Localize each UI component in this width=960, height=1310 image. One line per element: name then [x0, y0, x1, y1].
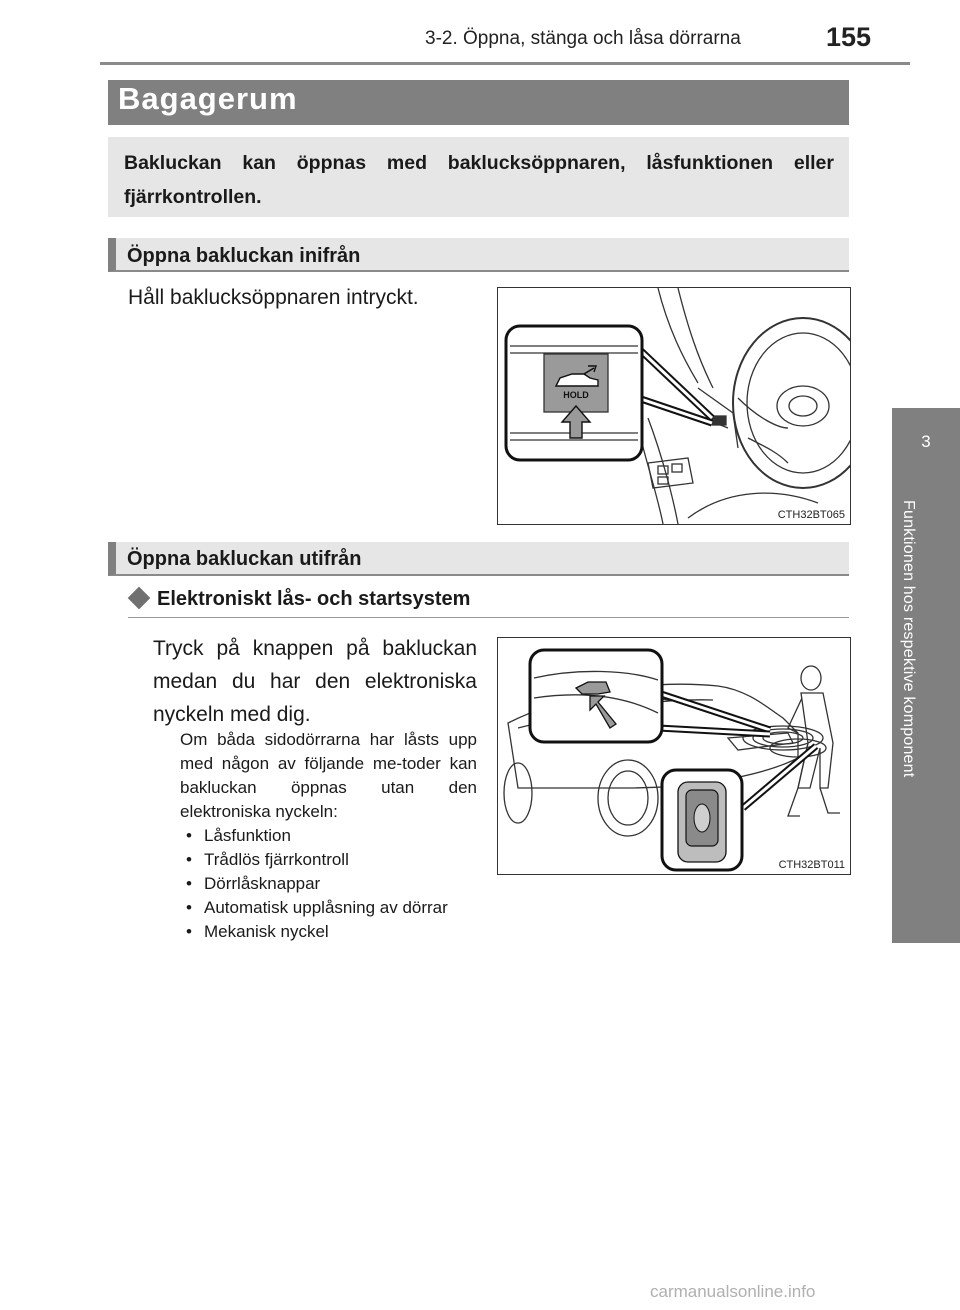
figure-trunk-opener-exterior [497, 637, 851, 875]
header-divider [100, 62, 910, 65]
method-list [186, 824, 448, 944]
page-title: Bagagerum [118, 81, 298, 116]
subsection-divider [128, 617, 849, 618]
list-item: • Mekanisk nyckel [186, 920, 448, 944]
footer-watermark: carmanualsonline.info [650, 1282, 816, 1301]
instruction-text: Tryck på knappen på bakluckan medan du har den elektroniska nyckeln med dig. [153, 637, 477, 726]
figure-code: CTH32BT011 [778, 859, 845, 871]
instruction-text: Håll baklucksöppnaren intryckt. [128, 286, 419, 309]
hold-label: HOLD [563, 390, 589, 400]
page-number: 155 [826, 22, 872, 52]
diamond-bullet-icon [128, 587, 151, 610]
note-text: Om båda sidodörrarna har låsts upp med någon av följande me-toder kan bakluckan öppnas utan den elektroniska nyckeln: [180, 730, 477, 821]
section-heading-inside: Öppna bakluckan inifrån [127, 245, 361, 267]
running-header: 3-2. Öppna, stänga och låsa dörrarna [425, 28, 741, 49]
list-item: • Låsfunktion [186, 824, 448, 848]
intro-text: Bakluckan kan öppnas med baklucksöppnaren, låsfunktionen eller fjärrkontrollen. [124, 152, 834, 208]
chapter-number: 3 [921, 432, 931, 451]
section-heading-outside: Öppna bakluckan utifrån [127, 548, 362, 570]
figure-trunk-opener-interior [497, 287, 851, 525]
list-item: • Automatisk upplåsning av dörrar [186, 896, 448, 920]
subsection-heading: Elektroniskt lås- och startsystem [157, 588, 471, 610]
dashboard-illustration [498, 288, 850, 524]
list-item: • Trådlös fjärrkontroll [186, 848, 448, 872]
car-rear-illustration [498, 638, 850, 874]
chapter-title: Funktionen hos respektive komponent [900, 500, 917, 778]
list-item: • Dörrlåsknappar [186, 872, 448, 896]
figure-code: CTH32BT065 [777, 509, 845, 521]
